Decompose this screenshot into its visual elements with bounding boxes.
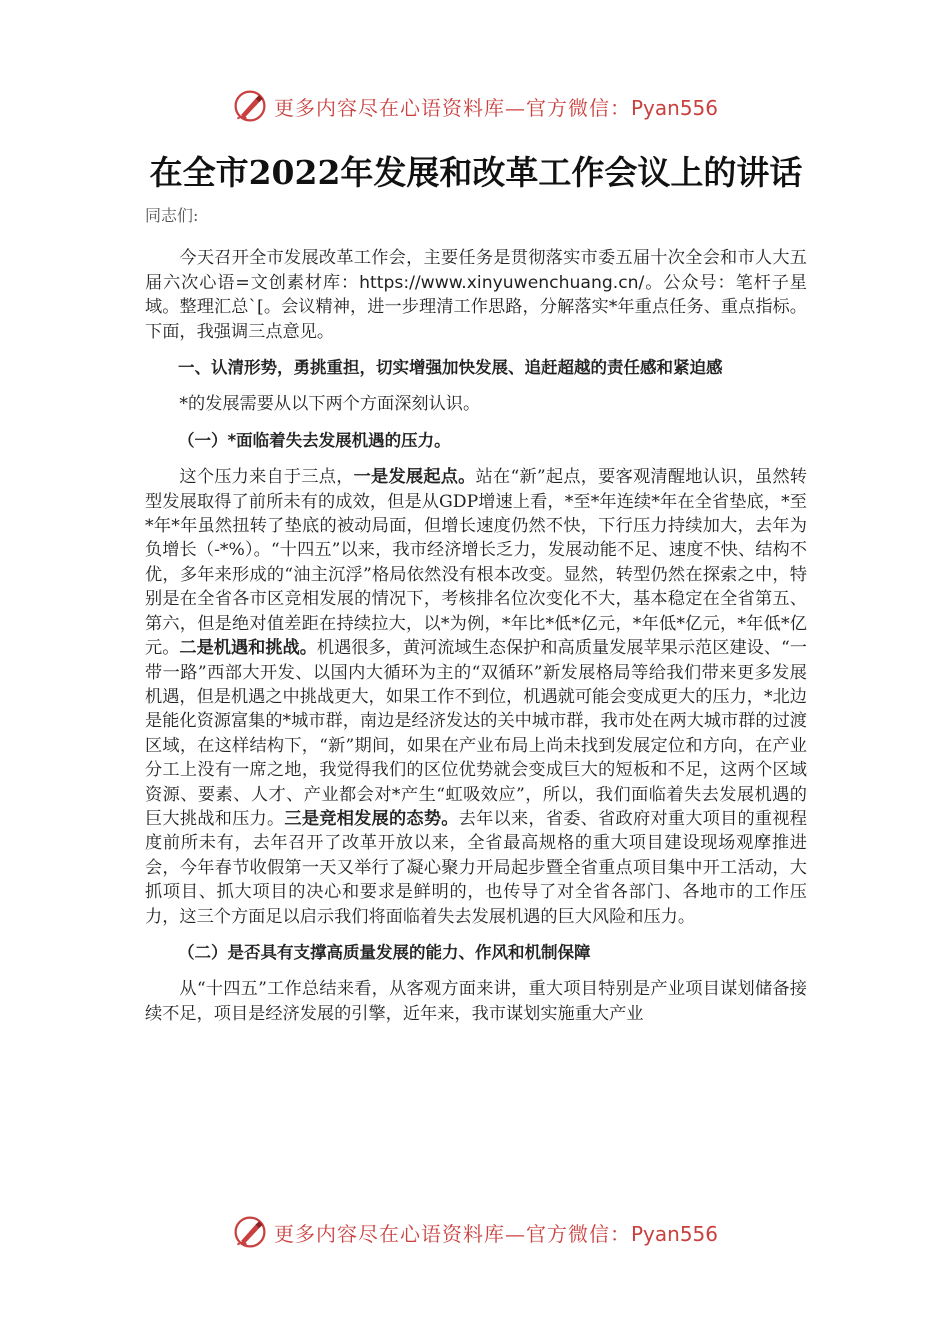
source-url: https://www.xinyuwenchuang.cn/ — [359, 272, 645, 293]
subsection-1-body: 这个压力来自于三点，一是发展起点。站在“新”起点，要客观清醒地认识，虽然转型发展取得了前所未有的成效，但是从GDP增速上看，*至*年连续*年在全省垫底，*至*年*年虽然扭转了垫底的被动局面，但增长速度仍然不快，下行压力持续加大，去年为负增长（-*%）。“十四五”以来，我市经济增长乏力，发展动能不足、速度不快、结构不优，多年来形成的“油主沉浮”格局依然没有根本改变。显然，转型仍然在探索之中，特别是在全省各市区竞相发展的情况下，考核排名位次变化不大，基本稳定在全省第五、第六，但是绝对值差距在持续拉大，以*为例，*年比*低*亿元，*年低*亿元，*年低*亿元。二是机遇和挑战。机遇很多，黄河流域生态保护和高质量发展苹果示范区建设、“一带一路”西部大开发、以国内大循环为主的“双循环”新发展格局等给我们带来更多发展机遇，但是机遇之中挑战更大，如果工作不到位，机遇就可能会变成更大的压力，*北边是能化资源富集的*城市群，南边是经济发达的关中城市群，我市处在两大城市群的过渡区域，在这样结构下，“新”期间，如果在产业布局上尚未找到发展定位和方向，在产业分工上没有一席之地，我觉得我们的区位优势就会变成巨大的短板和不足，这两个区域资源、要素、人才、产业都会对*产生“虹吸效应”，所以，我们面临着失去发展机遇的巨大挑战和压力。三是竞相发展的态势。去年以来，省委、省政府对重大项目的重视程度前所未有，去年召开了改革开放以来，全省最高规格的重大项目建设现场观摩推进会，今年春节收假第一天又举行了凝心聚力开局起步暨全省重点项目集中开工活动，大抓项目、抓大项目的决心和要求是鲜明的，也传导了对全省各部门、各地市的工作压力，这三个方面足以启示我们将面临着失去发展机遇的巨大风险和压力。 — [145, 467, 807, 927]
subsection-2-heading: （二）是否具有支撑高质量发展的能力、作风和机制保障 — [178, 942, 591, 962]
pen-logo-icon — [232, 1214, 268, 1250]
section-1-lead: *的发展需要从以下两个方面深刻认识。 — [179, 394, 481, 415]
wechat-id: Pyan556 — [630, 1221, 718, 1246]
point-2-label: 二是机遇和挑战。 — [179, 638, 317, 659]
watermark-banner-bottom — [0, 1210, 950, 1254]
point-3-label: 三是竞相发展的态势。 — [284, 808, 459, 829]
subsection-1-heading: （一）*面临着失去发展机遇的压力。 — [178, 430, 451, 450]
watermark-text: 更多内容尽在心语资料库—官方微信：Pyan556 — [273, 1221, 718, 1246]
subsection-2-body: 从“十四五”工作总结来看，从客观方面来讲，重大项目特别是产业项目谋划储备接续不足，项目是经济发展的引擎，近年来，我市谋划实施重大产业 — [145, 979, 807, 1024]
section-1-heading: 一、认清形势，勇挑重担，切实增强加快发展、追赶超越的责任感和紧迫感 — [178, 358, 723, 378]
watermark-banner-top — [0, 84, 950, 128]
point-1-label: 一是发展起点。 — [353, 467, 476, 488]
document-title: 在全市2022年发展和改革工作会议上的讲话 — [149, 153, 803, 192]
greeting: 同志们: — [145, 206, 199, 225]
watermark-text: 更多内容尽在心语资料库—官方微信：Pyan556 — [273, 95, 718, 120]
pen-logo-icon — [232, 88, 268, 124]
wechat-id: Pyan556 — [630, 95, 718, 120]
document-body — [145, 148, 807, 1038]
intro-paragraph: 今天召开全市发展改革工作会，主要任务是贯彻落实市委五届十次全会和市人大五届六次心语=文创素材库：https://www.xinyuwenchuang.cn/。公众号：笔杆子星域。整理汇总`[。会议精神，进一步理清工作思路，分解落实*年重点任务、重点指标。下面，我强调三点意见。 — [145, 248, 807, 342]
